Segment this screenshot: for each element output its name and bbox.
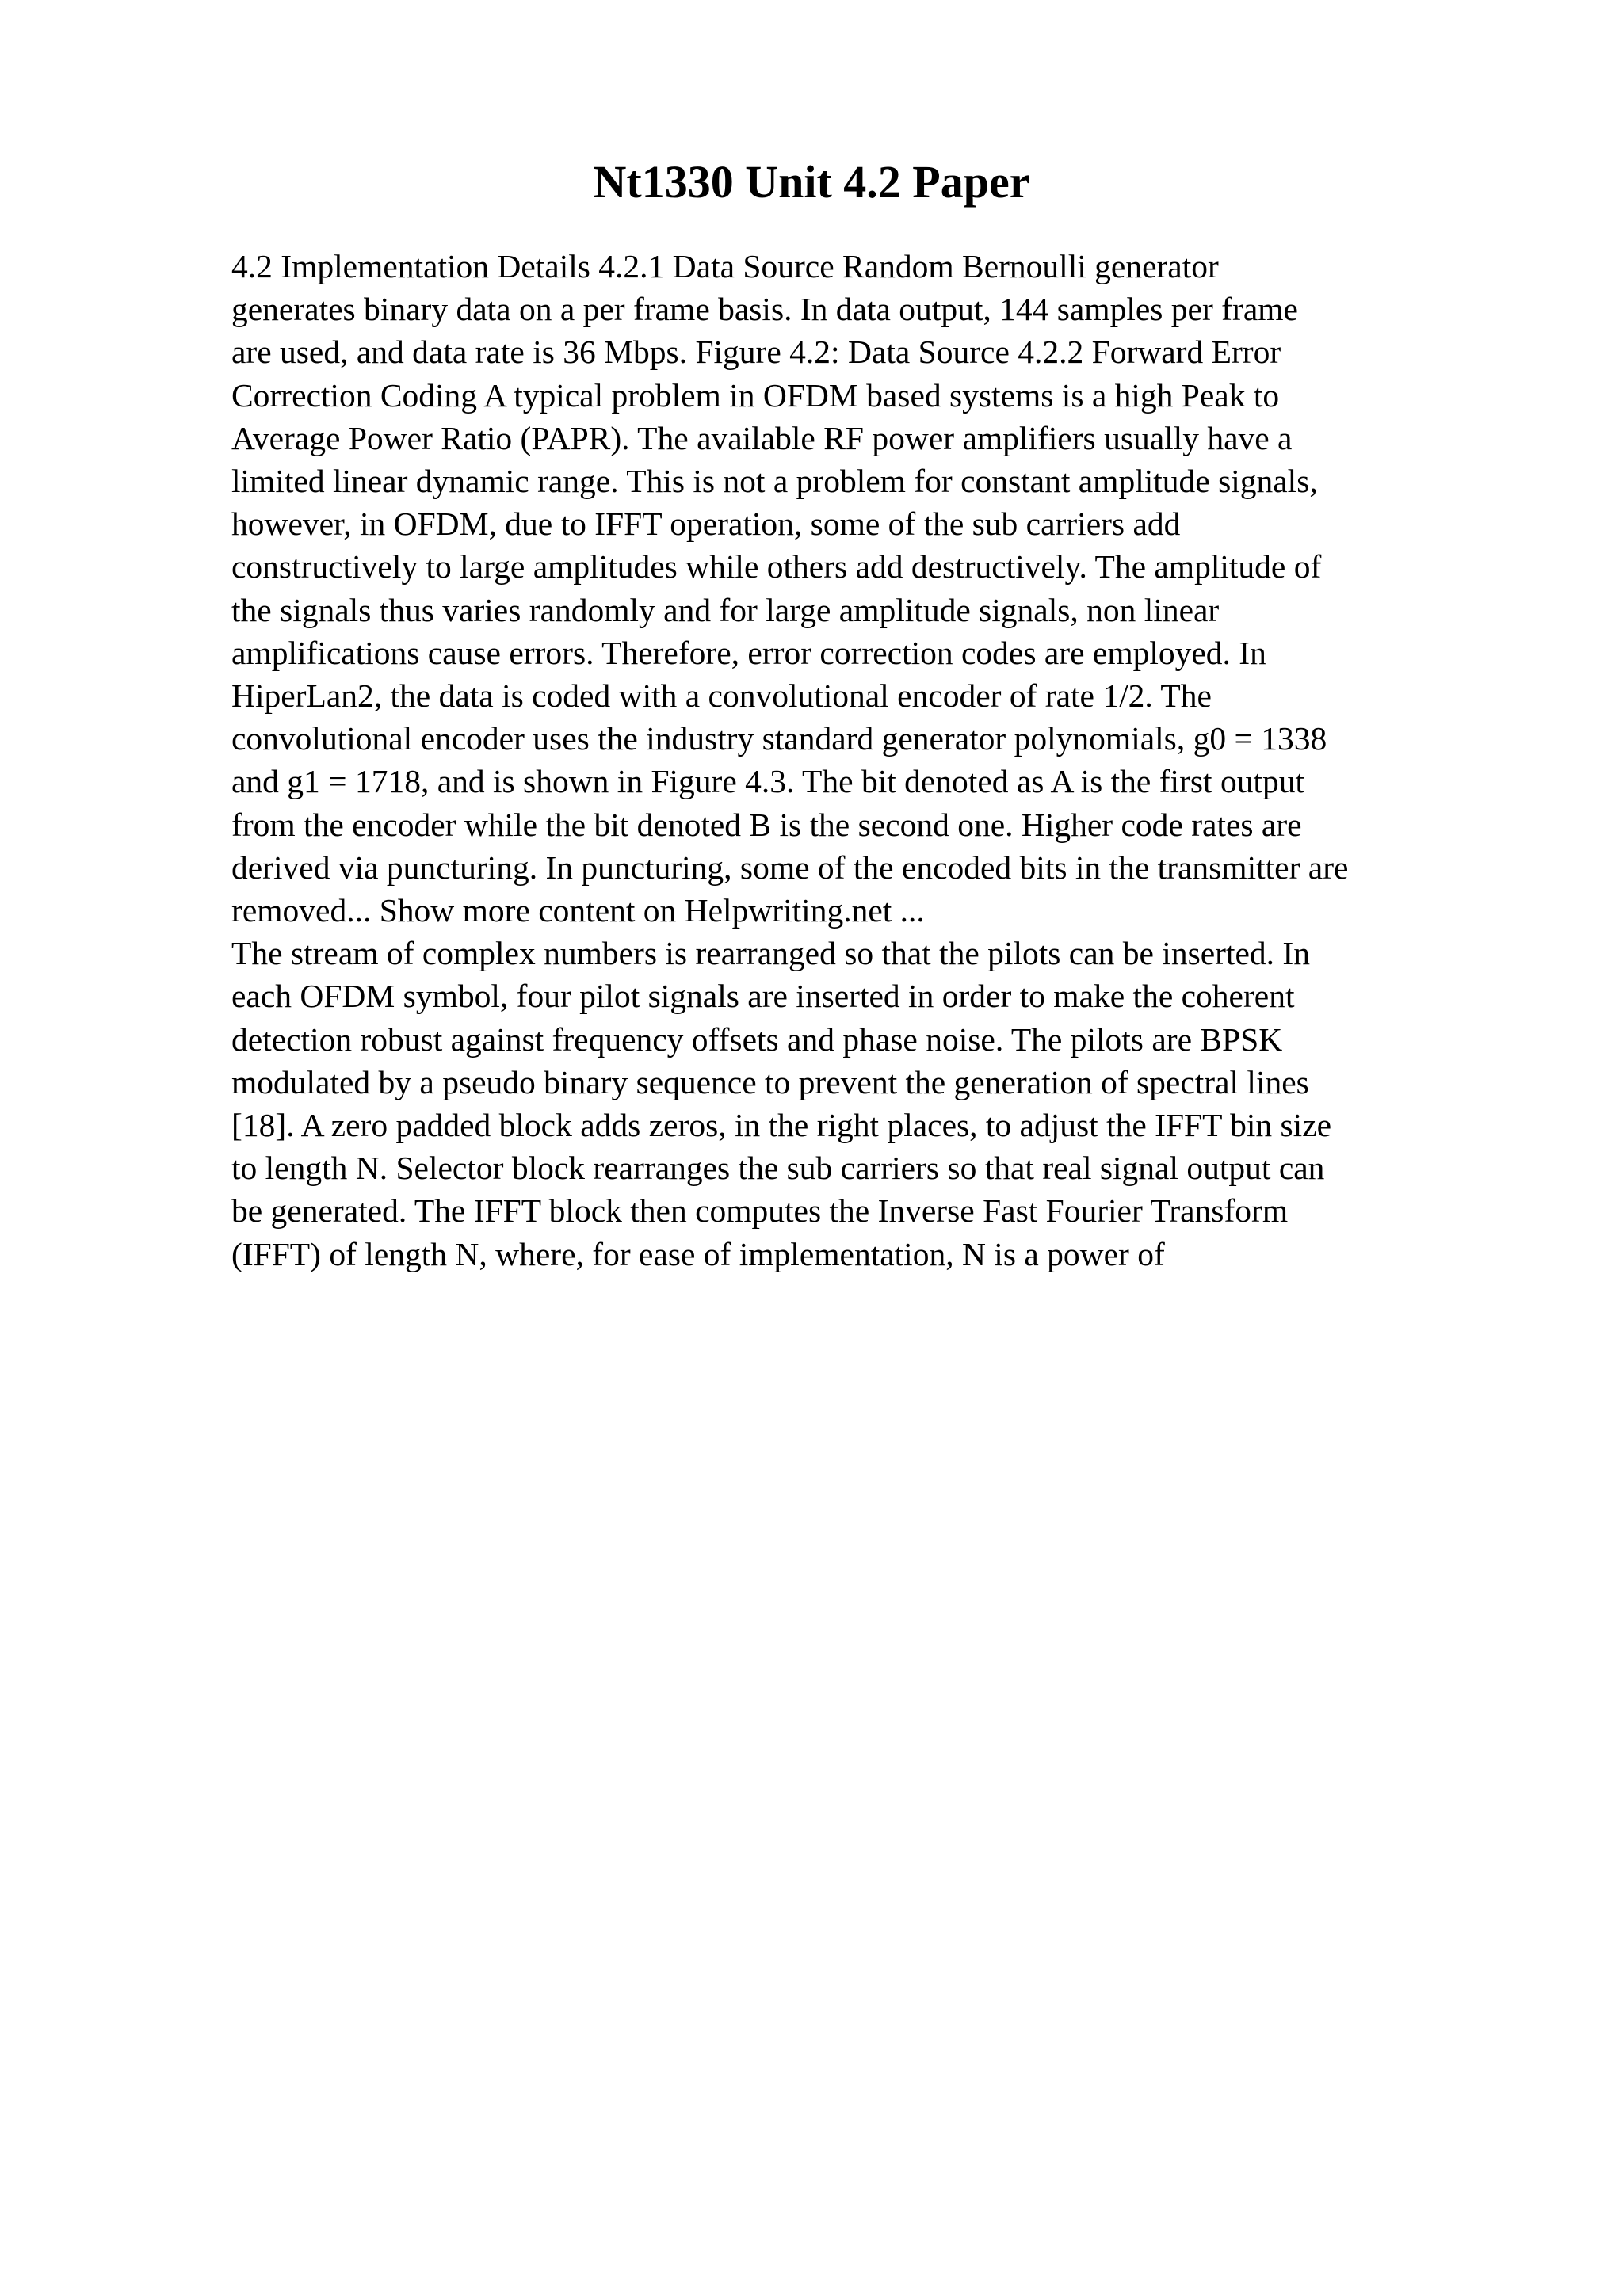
text-line: amplifications cause errors. Therefore, error correction codes are employed. In — [231, 634, 1266, 671]
text-line: 4.2 Implementation Details 4.2.1 Data Source Random Bernoulli generator — [231, 248, 1219, 284]
text-line: be generated. The IFFT block then computes the Inverse Fast Fourier Transform — [231, 1192, 1289, 1230]
text-line: convolutional encoder uses the industry standard generator polynomials, g0 = 1338 — [231, 720, 1327, 757]
text-line: (IFFT) of length N, where, for ease of implementation, N is a power of — [231, 1235, 1165, 1272]
document-body — [231, 245, 1499, 1276]
text-line: limited linear dynamic range. This is not a problem for constant amplitude signals, — [231, 463, 1318, 500]
text-line: each OFDM symbol, four pilot signals are inserted in order to make the coherent — [231, 978, 1295, 1015]
text-line: the signals thus varies randomly and for large amplitude signals, non linear — [231, 591, 1220, 628]
text-line: The stream of complex numbers is rearranged so that the pilots can be inserted. In — [231, 935, 1310, 972]
document-title: Nt1330 Unit 4.2 Paper — [593, 156, 1030, 208]
text-line: modulated by a pseudo binary sequence to prevent the generation of spectral lines — [231, 1063, 1309, 1100]
paragraph-pilot-insertion — [231, 932, 1499, 1276]
text-line: are used, and data rate is 36 Mbps. Figure 4.2: Data Source 4.2.2 Forward Error — [231, 334, 1281, 371]
paragraph-implementation-details — [231, 245, 1499, 932]
text-line: Average Power Ratio (PAPR). The available RF power amplifiers usually have a — [231, 419, 1293, 456]
text-line: removed... Show more content on Helpwriting.net ... — [231, 892, 925, 929]
text-line: and g1 = 1718, and is shown in Figure 4.3. The bit denoted as A is the first output — [231, 763, 1304, 800]
text-line: derived via puncturing. In puncturing, some of the encoded bits in the transmitter are — [231, 849, 1349, 886]
text-line: from the encoder while the bit denoted B is the second one. Higher code rates are — [231, 806, 1302, 843]
text-line: [18]. A zero padded block adds zeros, in the right places, to adjust the IFFT bin size — [231, 1107, 1332, 1144]
text-line: to length N. Selector block rearranges the sub carriers so that real signal output can — [231, 1150, 1325, 1187]
text-line: HiperLan2, the data is coded with a convolutional encoder of rate 1/2. The — [231, 677, 1212, 715]
text-line: generates binary data on a per frame basis. In data output, 144 samples per frame — [231, 291, 1298, 328]
text-line: however, in OFDM, due to IFFT operation, some of the sub carriers add — [231, 505, 1181, 543]
text-line: Correction Coding A typical problem in OFDM based systems is a high Peak to — [231, 376, 1280, 414]
text-line: constructively to large amplitudes while others add destructively. The amplitude of — [231, 548, 1322, 585]
text-line: detection robust against frequency offsets and phase noise. The pilots are BPSK — [231, 1020, 1283, 1058]
